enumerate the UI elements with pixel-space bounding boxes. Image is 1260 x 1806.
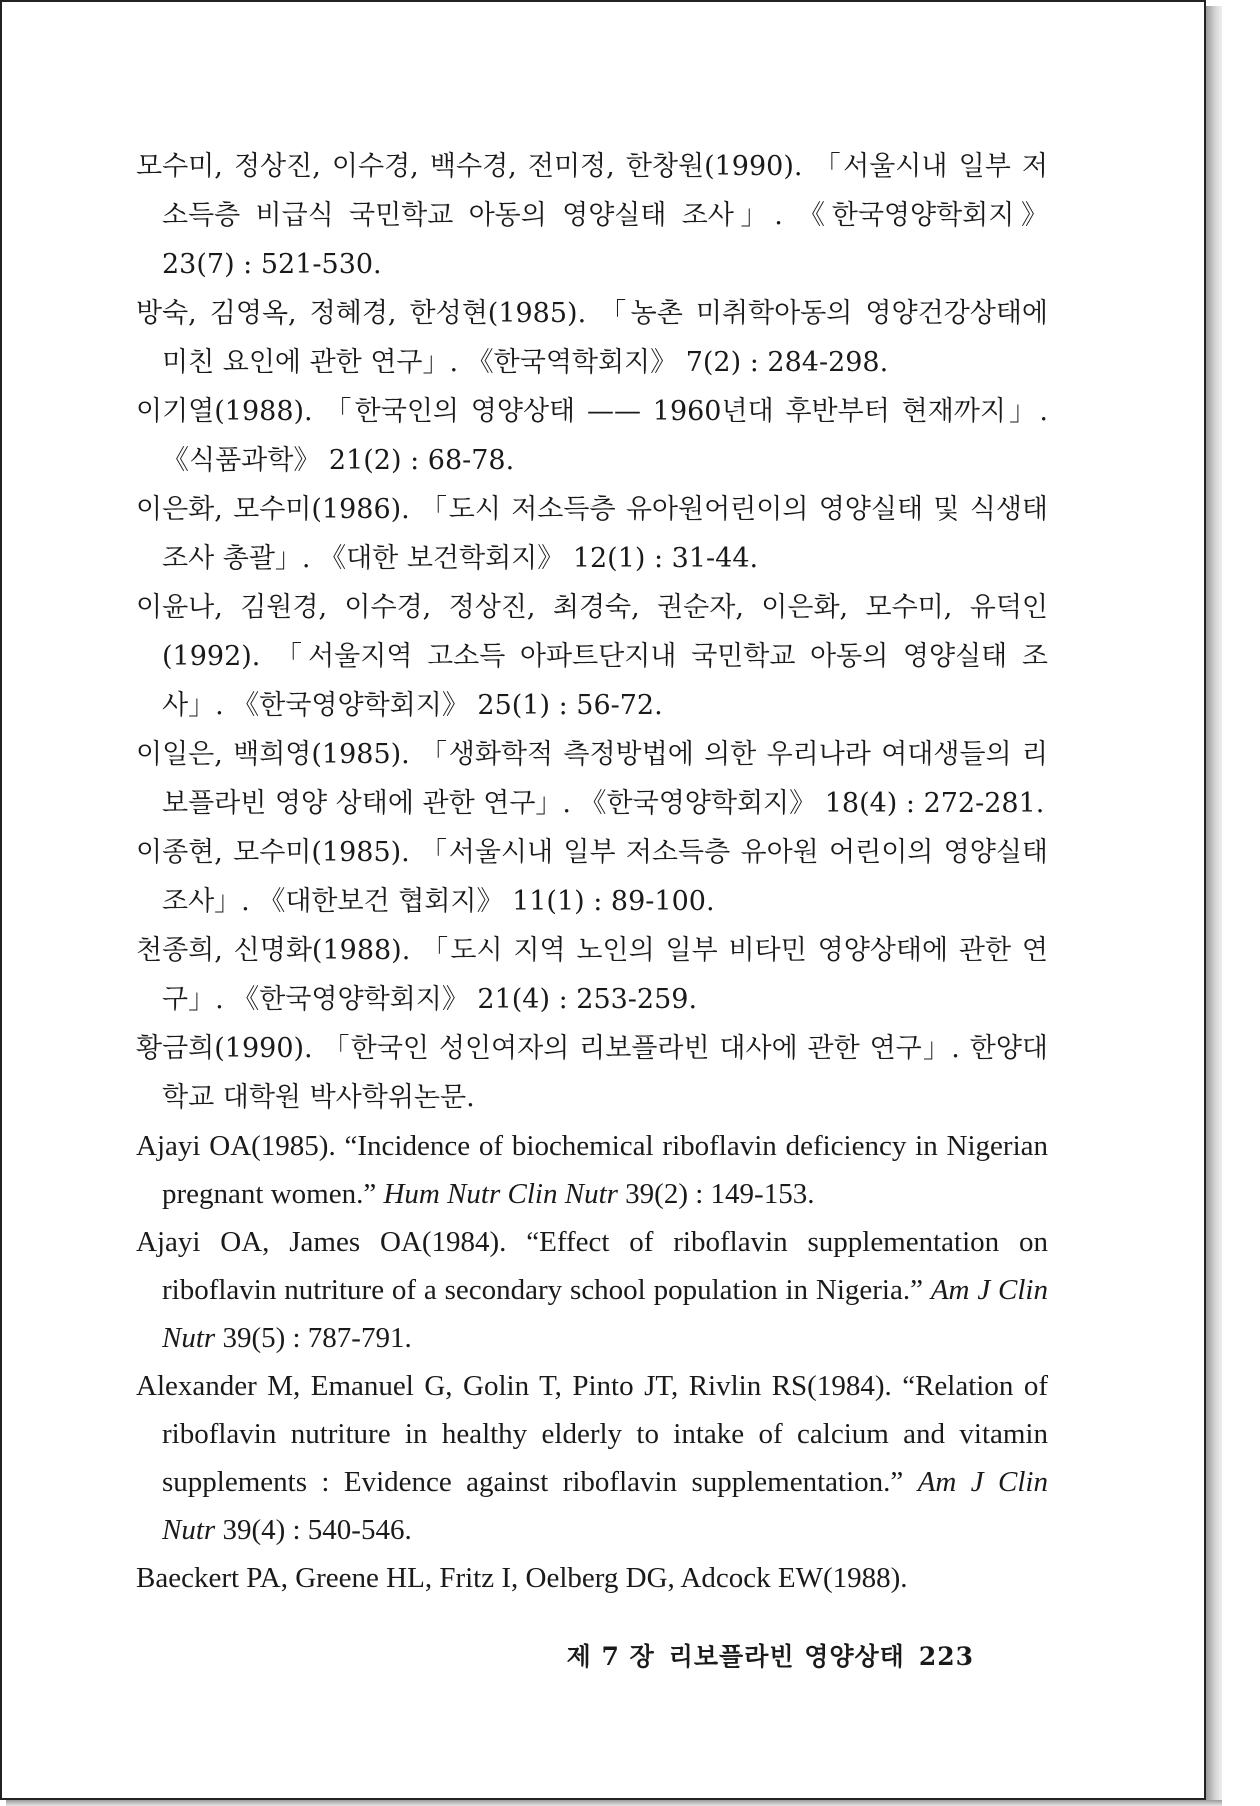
reference-ko-8: 천종희, 신명화(1988). 「도시 지역 노인의 일부 비타민 영양상태에 관한 연구」. 《한국영양학회지》 21(4) : 253-259. xyxy=(136,935,1048,1015)
reference-en-1-pages: 39(2) : 149-153. xyxy=(617,1178,815,1210)
reference-en-3-journal: Am J Clin Nutr xyxy=(162,1466,1048,1546)
reference-en-3-pages: 39(4) : 540-546. xyxy=(215,1514,412,1546)
reference-en-2-body: Ajayi OA, James OA(1984). “Effect of riboflavin supplementation on riboflavin nutriture of a secondary school population in Nigeria.” xyxy=(136,1226,1048,1306)
reference-en-1 xyxy=(136,1122,1048,1218)
reference-ko-5: 이윤나, 김원경, 이수경, 정상진, 최경숙, 권순자, 이은화, 모수미, 유덕인(1992). 「서울지역 고소득 아파트단지내 국민학교 아동의 영양실태 조사」. 《한국영양학회지》 25(1) : 56-72. xyxy=(136,592,1048,721)
reference-list xyxy=(136,142,1048,1602)
reference-en-1-body: Ajayi OA(1985). “Incidence of biochemical riboflavin deficiency in Nigerian pregnant women.” xyxy=(136,1130,1048,1210)
reference-ko-1: 모수미, 정상진, 이수경, 백수경, 전미정, 한창원(1990). 「서울시내 일부 저소득층 비급식 국민학교 아동의 영양실태 조사」. 《한국영양학회지》 23(7) : 521-530. xyxy=(136,151,1049,280)
reference-en-2-pages: 39(5) : 787-791. xyxy=(215,1322,412,1354)
footer-title: 리보플라빈 영양상태 xyxy=(668,1642,905,1671)
reference-en-3 xyxy=(136,1362,1048,1554)
reference-en-4-body: Baeckert PA, Greene HL, Fritz I, Oelberg DG, Adcock EW(1988). xyxy=(136,1562,908,1594)
reference-en-2 xyxy=(136,1218,1048,1362)
reference-ko-7: 이종현, 모수미(1985). 「서울시내 일부 저소득층 유아원 어린이의 영양실태 조사」. 《대한보건 협회지》 11(1) : 89-100. xyxy=(136,837,1048,917)
page-bottom-shadow xyxy=(6,1800,1222,1806)
reference-ko-3: 이기열(1988). 「한국인의 영양상태 —— 1960년대 후반부터 현재까지」. 《식품과학》 21(2) : 68-78. xyxy=(136,396,1048,476)
reference-en-1-journal: Hum Nutr Clin Nutr xyxy=(383,1178,618,1210)
reference-ko-6: 이일은, 백희영(1985). 「생화학적 측정방법에 의한 우리나라 여대생들의 리보플라빈 영양 상태에 관한 연구」. 《한국영양학회지》 18(4) : 272-281. xyxy=(136,739,1048,819)
footer-chapter: 제 7 장 xyxy=(566,1642,655,1671)
page-edge-shadow xyxy=(1206,6,1222,1800)
reference-en-4 xyxy=(136,1554,1048,1602)
reference-ko-4: 이은화, 모수미(1986). 「도시 저소득층 유아원어린이의 영양실태 및 식생태 조사 총괄」. 《대한 보건학회지》 12(1) : 31-44. xyxy=(136,494,1048,574)
reference-en-2-journal: Am J Clin Nutr xyxy=(162,1274,1048,1354)
page-number: 223 xyxy=(918,1642,974,1671)
reference-ko-9: 황금희(1990). 「한국인 성인여자의 리보플라빈 대사에 관한 연구」. 한양대학교 대학원 박사학위논문. xyxy=(136,1033,1048,1113)
page-footer xyxy=(553,1637,974,1673)
reference-ko-2: 방숙, 김영옥, 정혜경, 한성현(1985). 「농촌 미취학아동의 영양건강상태에 미친 요인에 관한 연구」. 《한국역학회지》 7(2) : 284-298. xyxy=(136,298,1048,378)
reference-en-3-body: Alexander M, Emanuel G, Golin T, Pinto JT, Rivlin RS(1984). “Relation of riboflavin nutriture in healthy elderly to intake of calcium and vitamin supplements : Evidence against riboflavin supplementation.” xyxy=(136,1370,1048,1498)
